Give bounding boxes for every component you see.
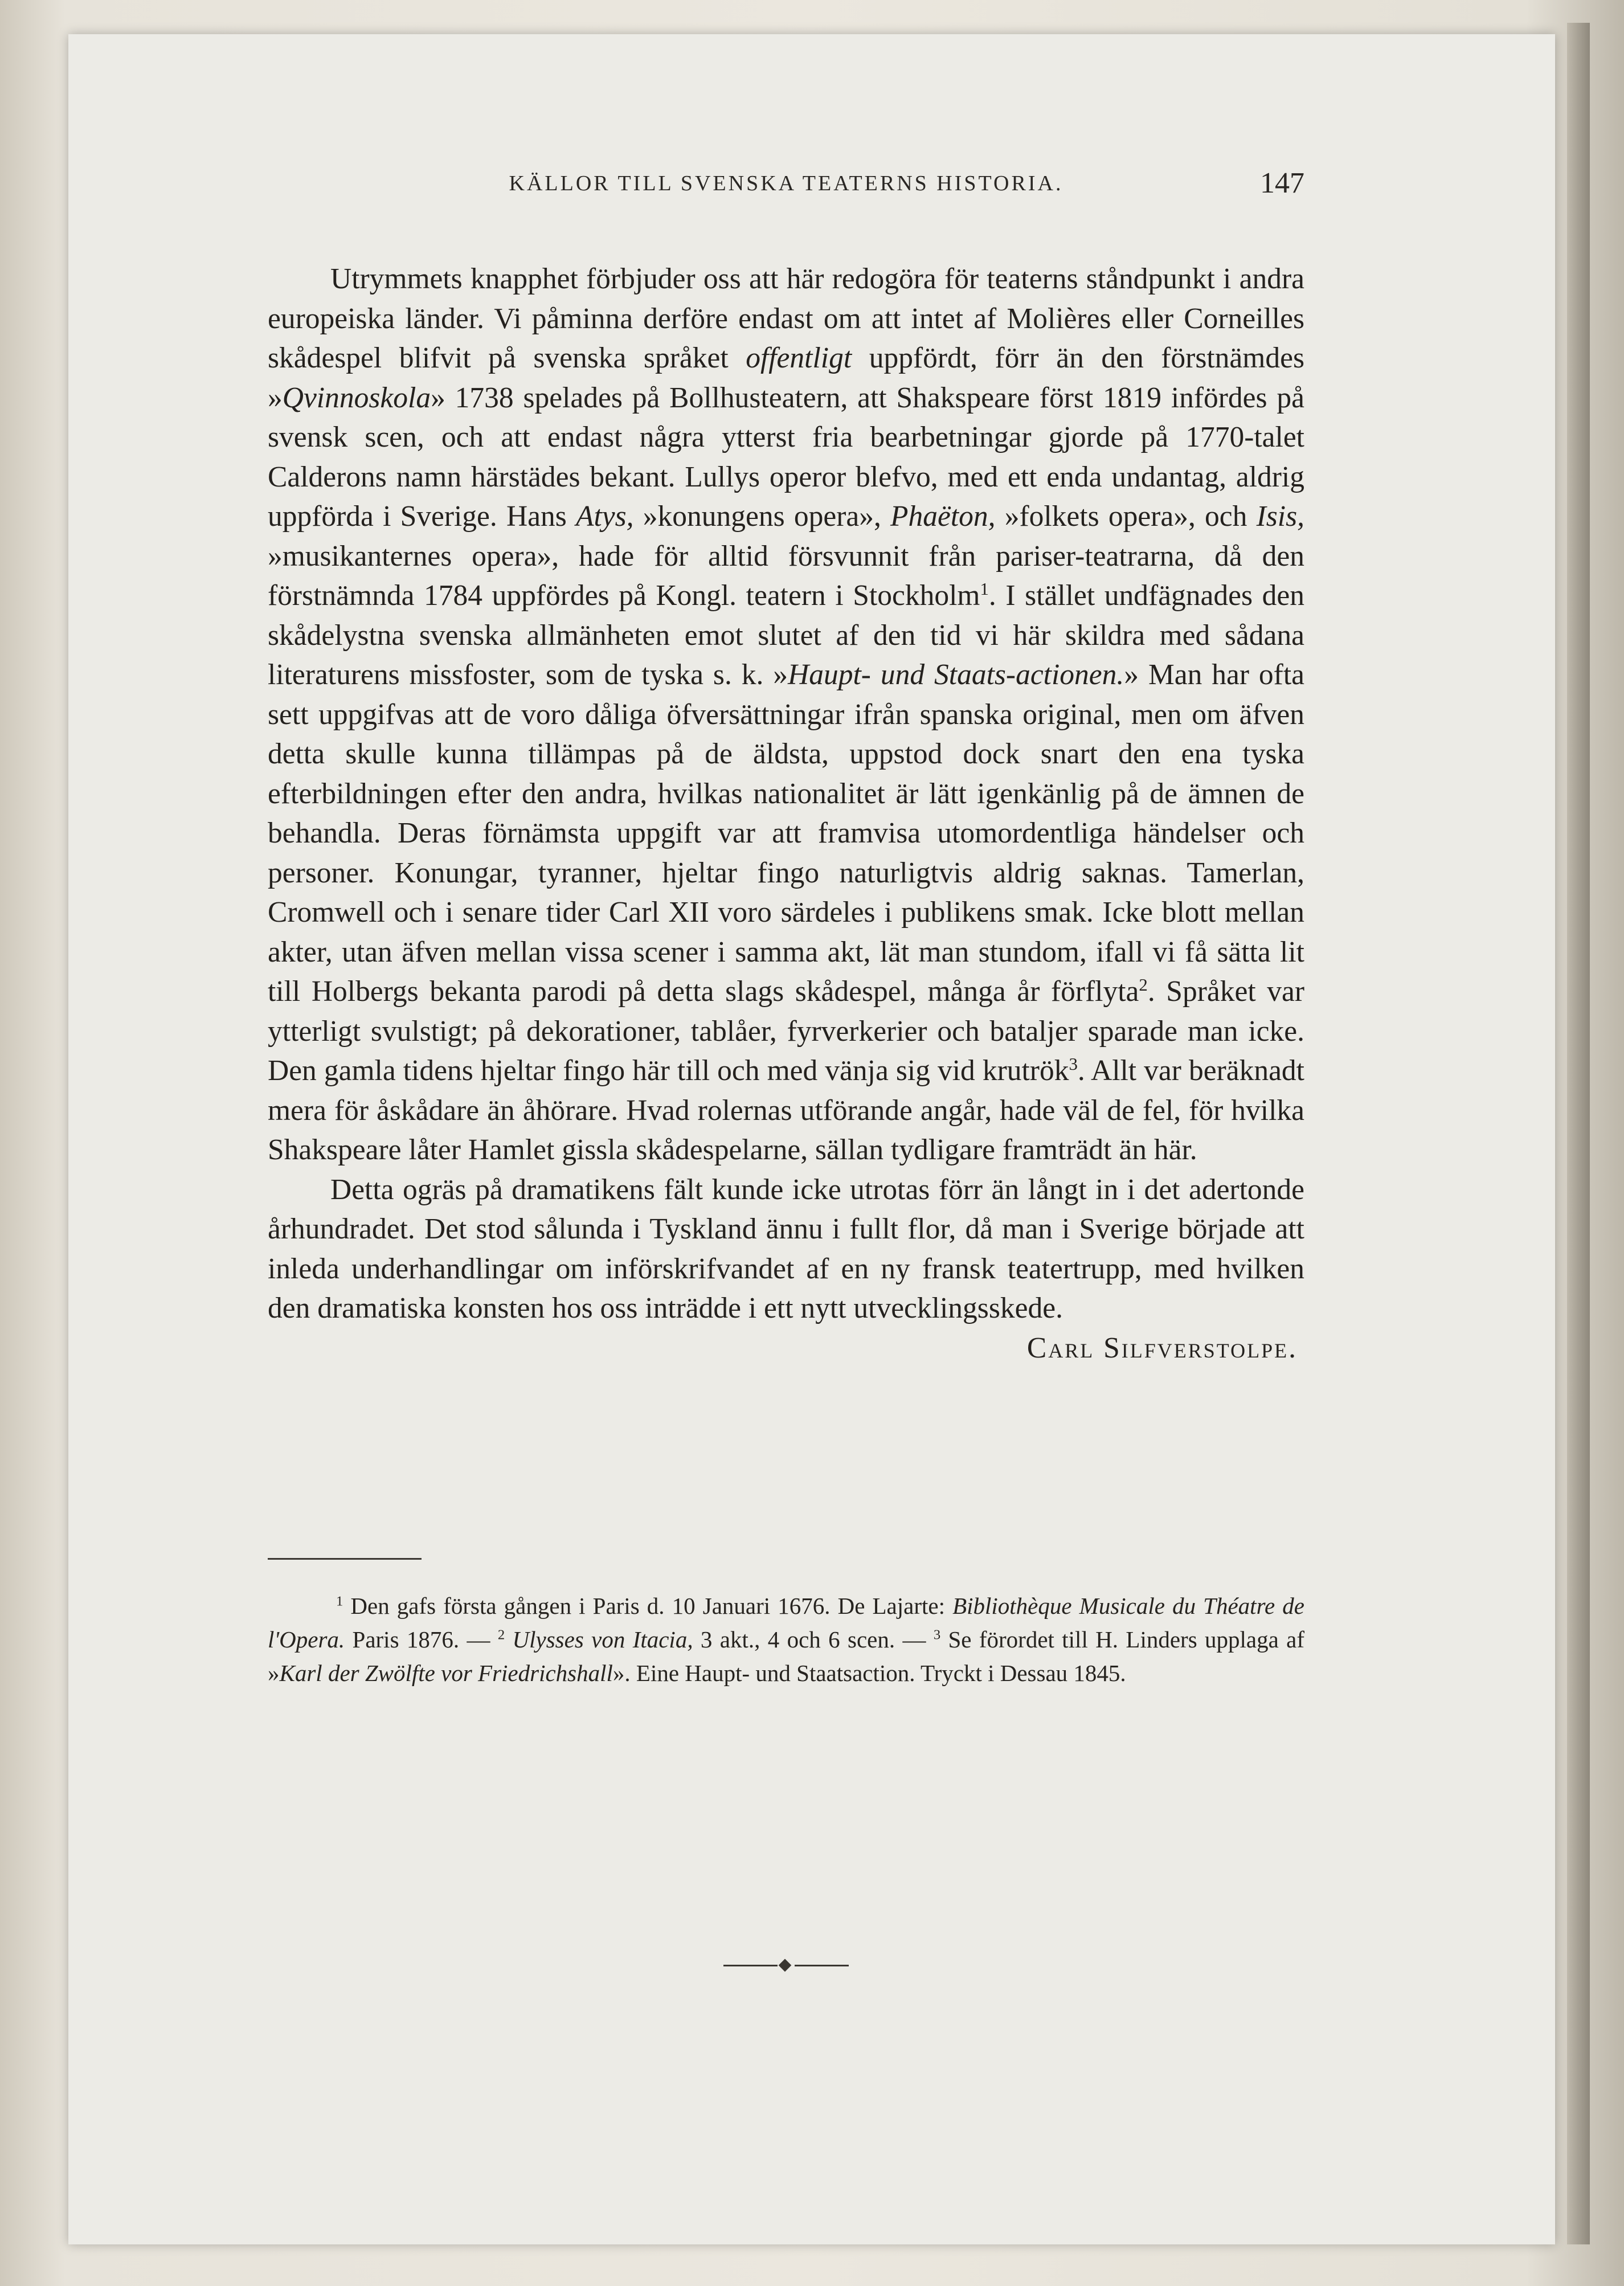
footnote-marker: 1 (336, 1593, 343, 1609)
text-run (505, 1626, 512, 1653)
italic-run: Haupt- und Staats-actionen. (788, 659, 1124, 691)
text-run: Paris 1876. — (345, 1626, 498, 1653)
italic-run: Ulysses von Itacia, (512, 1626, 693, 1653)
italic-run: Karl der Zwölfte vor Friedrichshall (279, 1660, 613, 1686)
text-run: Utrymmets knapphet förbjuder oss att här redogöra för teaterns ståndpunkt i andra europeiska länder. Vi påminna derföre endast om att intet af Molières eller Corneilles skådespel blifvit på svenska språket (268, 263, 1304, 374)
text-run: ». Eine Haupt- und Staatsaction. Tryckt i Dessau 1845. (612, 1660, 1126, 1686)
text-run: Den gafs första gången i Paris d. 10 Januari 1676. De Lajarte: (343, 1593, 953, 1619)
running-title: KÄLLOR TILL SVENSKA TEATERNS HISTORIA. (509, 171, 1063, 195)
main-text (268, 259, 1304, 1368)
text-run: Se förordet till H. Linders upplaga af » (268, 1626, 1305, 1686)
text-run: 3 akt., 4 och 6 scen. — (693, 1626, 934, 1653)
text-run: . Allt var beräknadt mera för åskådare än åhörare. Hvad rolernas utförande angår, hade väl de fel, för hvilka Shakspeare låter Hamlet gissla skådespelarne, sällan tydligare framträdt än här. (268, 1054, 1304, 1166)
page-edge-shadow (1567, 23, 1590, 2244)
ornament-line-left (723, 1965, 778, 1966)
footnote-divider (268, 1558, 422, 1560)
page-number: 147 (1260, 167, 1304, 199)
end-ornament (723, 1960, 849, 1971)
text-run: » Man har ofta sett uppgifvas att de voro dåliga öfversättningar ifrån spanska original, men om äfven detta skulle kunna tillämpas på de äldsta, uppstod dock snart den ena tyska efterbildningen efter den andra, hvilkas nationalitet är lätt igenkänlig på de ämnen de behandla. Deras förnämsta uppgift var att framvisa utomordentliga händelser och personer. Konungar, tyranner, hjeltar fingo naturligtvis aldrig saknas. Tamerlan, Cromwell och i senare tider Carl XII voro särdeles i publikens smak. Icke blott mellan akter, utan äfven mellan vissa scener i samma akt, lät man stundom, ifall vi få sätta lit till Holbergs bekanta parodi på detta slags skådespel, många år förflyta (268, 659, 1304, 1008)
footnote-marker: 2 (497, 1627, 505, 1643)
ornament-diamond (779, 1959, 792, 1972)
paragraph-1 (268, 259, 1304, 1170)
author-signature: Carl Silfverstolpe. (1026, 1331, 1298, 1364)
text-run: »musikanternes opera», hade för alltid försvunnit från pariser-teatrarna, då den förstnämnda 1784 uppfördes på Kongl. teatern i Stockholm (268, 539, 1304, 612)
footnote-marker: 2 (1139, 974, 1148, 995)
footnote-marker: 1 (980, 578, 989, 599)
italic-run: Qvinnoskola (282, 381, 431, 414)
text-run: . I stället undfägnades den skådelystna svenska allmänheten emot slutet af den tid vi här skildra med sådana literaturens missfoster, som de tyska s. k. » (268, 579, 1305, 691)
ornament-line-right (795, 1965, 849, 1966)
footnote-marker: 3 (933, 1627, 941, 1643)
text-run: Detta ogräs på dramatikens fält kunde icke utrotas förr än långt in i det adertonde århundradet. Det stod sålunda i Tyskland ännu i fullt flor, då man i Sverige började att inleda underhandlingar om införskrifvandet af en ny fransk teatertrupp, med hvilken den dramatiska konsten hos oss inträdde i ett nytt utvecklingsskede. (268, 1173, 1304, 1324)
italic-run: Bibliothèque Musicale du Théatre de l'Opera. (268, 1593, 1305, 1653)
italic-run: Isis, (1256, 500, 1304, 533)
italic-run: Phaëton, (890, 500, 996, 533)
text-run: »konungens opera», (633, 500, 891, 533)
italic-run: Atys, (576, 500, 634, 533)
text-run: » 1738 spelades på Bollhusteatern, att Shakspeare först 1819 infördes på svensk scen, och att endast några ytterst fria bearbetningar gjorde på 1770-talet Calderons namn härstädes bekant. Lullys operor blefvo, med ett enda undantag, aldrig uppförda i Sverige. Hans (268, 381, 1304, 533)
italic-run: offentligt (746, 342, 852, 374)
footnote-marker: 3 (1069, 1053, 1078, 1074)
running-header (268, 167, 1304, 222)
text-run: . Språket var ytterligt svulstigt; på dekorationer, tablåer, fyrverkerier och bataljer sparade man icke. Den gamla tidens hjeltar fingo här till och med vänja sig vid krutrök (268, 975, 1304, 1087)
footnote-block (268, 1589, 1304, 1690)
text-run: »folkets opera», och (995, 500, 1257, 533)
paragraph-2 (268, 1170, 1304, 1328)
text-run: uppfördt, förr än den förstnämdes » (268, 342, 1304, 414)
footnotes (268, 1589, 1304, 1690)
